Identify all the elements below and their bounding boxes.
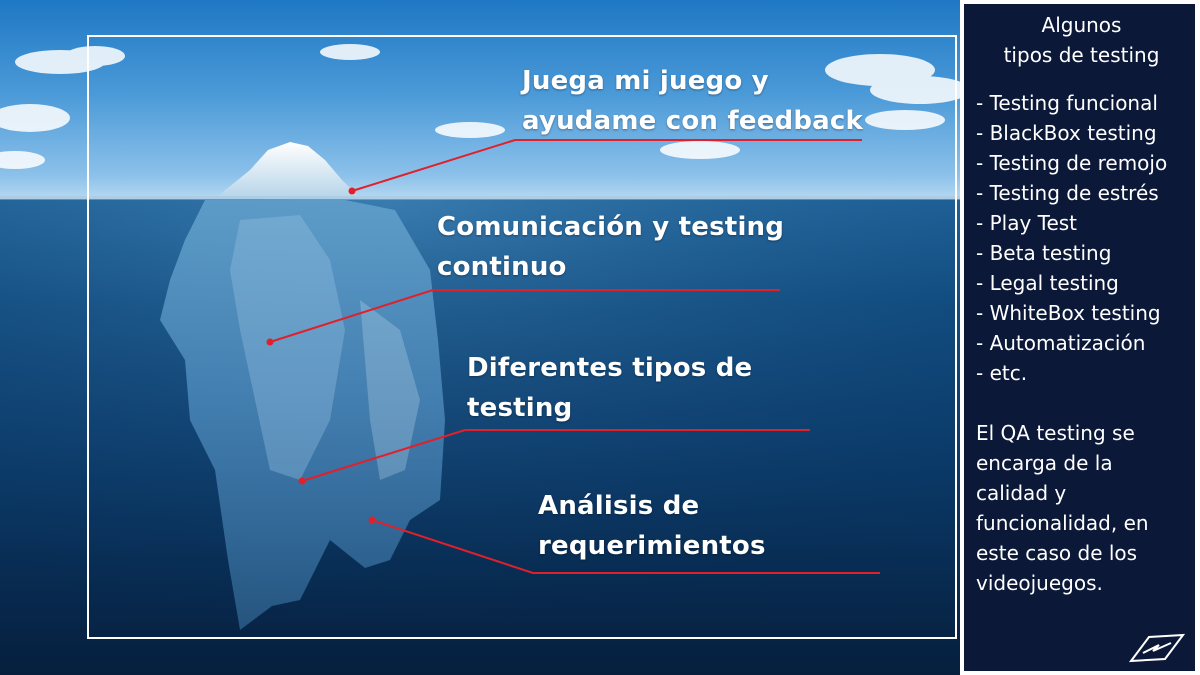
callout-middle bbox=[467, 348, 752, 428]
panel-title-line2: tipos de testing bbox=[1003, 43, 1160, 67]
callout-tip-line1: Juega mi juego y bbox=[522, 66, 769, 96]
callout-upper-line2: continuo bbox=[437, 252, 567, 282]
panel-title-line1: Algunos bbox=[1041, 13, 1122, 37]
lightning-logo-icon bbox=[1129, 633, 1185, 663]
list-item: - BlackBox testing bbox=[976, 121, 1157, 145]
iceberg-tip bbox=[218, 142, 358, 196]
panel-title bbox=[976, 10, 1187, 70]
list-item: - Legal testing bbox=[976, 271, 1119, 295]
panel-description: El QA testing se encarga de la calidad y funcionalidad, en este caso de los videojuegos. bbox=[976, 421, 1149, 595]
callout-upper-line1: Comunicación y testing bbox=[437, 212, 785, 242]
testing-types-list bbox=[976, 88, 1187, 388]
water-surface bbox=[0, 196, 960, 199]
callout-tip bbox=[522, 61, 863, 141]
list-item: - Testing funcional bbox=[976, 91, 1158, 115]
callout-middle-line2: testing bbox=[467, 393, 573, 423]
callout-bottom-line1: Análisis de bbox=[538, 491, 700, 521]
callout-upper bbox=[437, 207, 784, 287]
list-item: - Testing de estrés bbox=[976, 181, 1159, 205]
callout-middle-line1: Diferentes tipos de bbox=[467, 353, 753, 383]
callout-tip-line2: ayudame con feedback bbox=[522, 106, 864, 136]
list-item: - Testing de remojo bbox=[976, 151, 1168, 175]
list-item: - Play Test bbox=[976, 211, 1078, 235]
list-item: - Beta testing bbox=[976, 241, 1112, 265]
callout-bottom bbox=[538, 486, 766, 566]
callout-bottom-line2: requerimientos bbox=[538, 531, 766, 561]
list-item: - Automatización bbox=[976, 331, 1146, 355]
list-item: - WhiteBox testing bbox=[976, 301, 1161, 325]
list-item: - etc. bbox=[976, 361, 1028, 385]
testing-types-panel bbox=[964, 4, 1195, 671]
